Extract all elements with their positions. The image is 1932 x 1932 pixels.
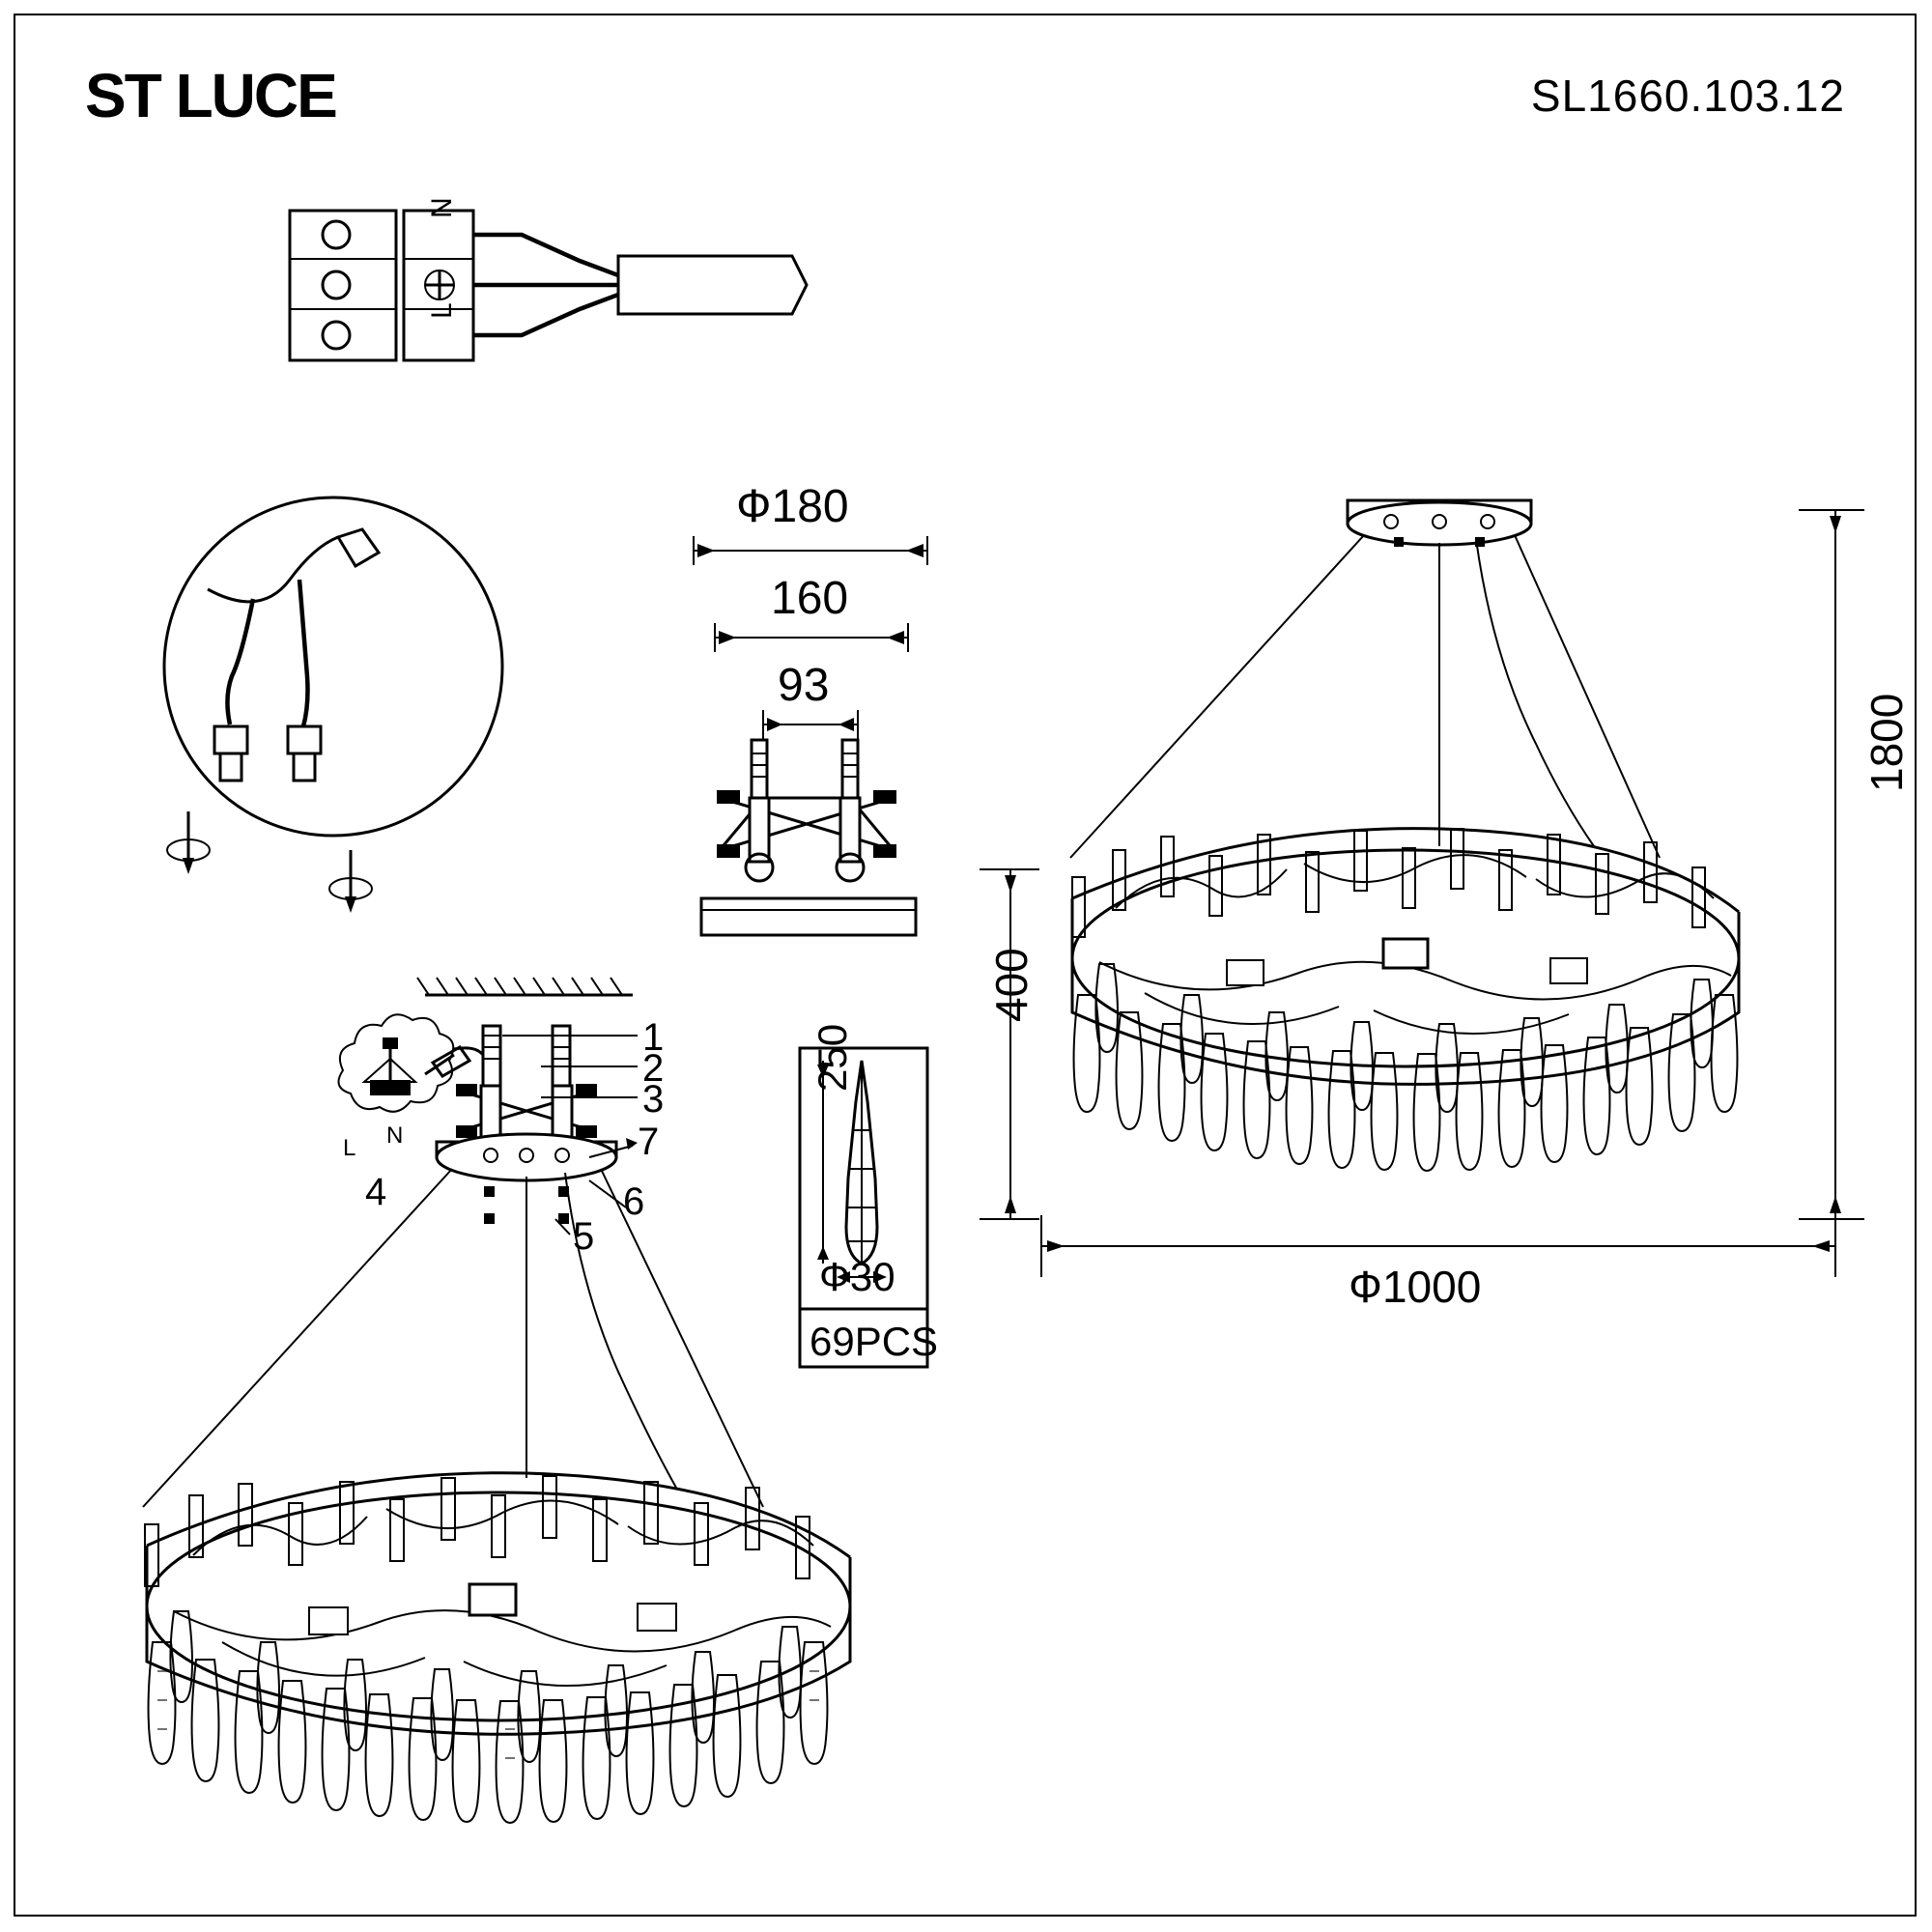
- dim-fixture-height: 400: [986, 948, 1037, 1022]
- callout-3: 3: [642, 1078, 665, 1121]
- callout-1: 1: [642, 1016, 665, 1059]
- dim-bracket-outer: Ф180: [736, 481, 849, 532]
- dim-crystal-diameter: Ф30: [819, 1254, 895, 1299]
- product-code: SL1660.103.12: [1530, 71, 1845, 121]
- crystal-quantity: 69PCS: [810, 1319, 939, 1364]
- callout-7: 7: [638, 1121, 660, 1163]
- dim-diameter: Ф1000: [1349, 1262, 1482, 1312]
- terminal-label-n: N: [426, 197, 458, 218]
- callout-4: 4: [365, 1171, 387, 1213]
- callout-2: 2: [642, 1047, 665, 1090]
- dim-bracket-inner: 93: [778, 660, 830, 711]
- callout-6: 6: [623, 1180, 645, 1223]
- terminal-label-l: L: [426, 302, 458, 319]
- dim-crystal-length: 250: [810, 1023, 855, 1092]
- brand-logo: ST LUCE: [85, 61, 336, 130]
- dim-total-height: 1800: [1861, 693, 1912, 792]
- terminal-mini-label-l: L: [343, 1135, 356, 1161]
- callout-5: 5: [573, 1215, 595, 1258]
- terminal-mini-label-n: N: [386, 1122, 404, 1149]
- dim-bracket-mid: 160: [771, 573, 849, 624]
